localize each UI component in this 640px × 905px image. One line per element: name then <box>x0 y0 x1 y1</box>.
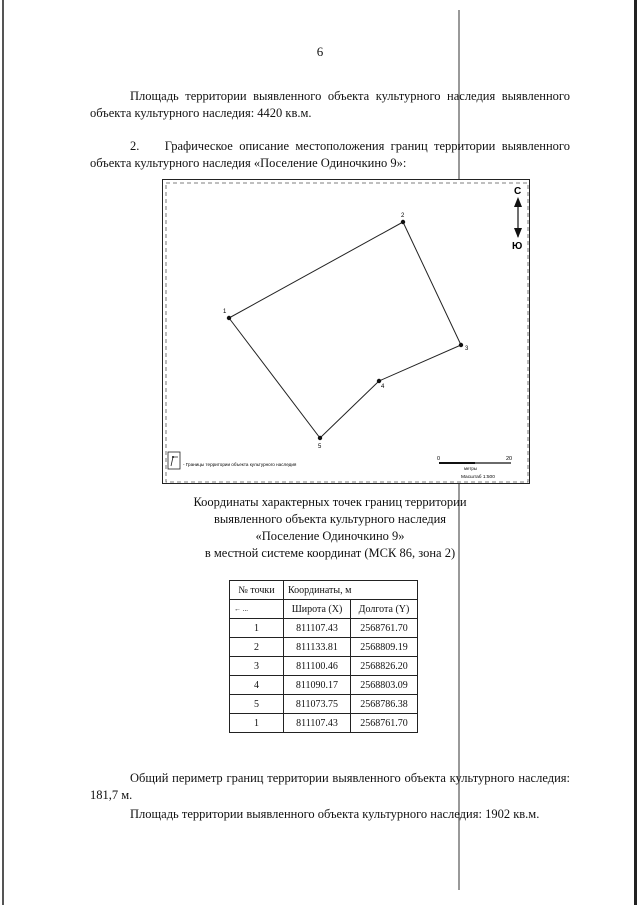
latitude-cell: 811107.43 <box>284 619 351 638</box>
table-row <box>230 676 418 695</box>
boundary-point-3-label: 3 <box>465 346 469 352</box>
caption-line-3: «Поселение Одиночкино 9» <box>255 529 405 543</box>
boundary-map <box>162 179 530 484</box>
latitude-cell: 811073.75 <box>284 695 351 714</box>
table-row <box>230 714 418 733</box>
point-number-cell: 4 <box>230 676 284 695</box>
page-number: 6 <box>316 44 324 59</box>
scale-unit-label: метры <box>464 466 477 471</box>
north-arrow-icon <box>514 197 522 207</box>
table-header-row <box>230 581 418 600</box>
table-row <box>230 695 418 714</box>
map-inner-border <box>166 183 528 482</box>
legend-text: - Границы территории объекта культурного наследия <box>183 462 297 467</box>
scale-zero-label: 0 <box>437 456 441 462</box>
boundary-point-1-label: 1 <box>223 309 227 315</box>
area-paragraph-1-text: Площадь территории выявленного объекта культурного наследия выявленного объекта культурного наследия: 4420 кв.м. <box>90 89 570 120</box>
longitude-cell: 2568809.19 <box>351 638 418 657</box>
territory-boundary-line <box>229 222 461 438</box>
table-row <box>230 638 418 657</box>
point-number-cell: 1 <box>230 714 284 733</box>
latitude-cell: 811090.17 <box>284 676 351 695</box>
caption-line-1: Координаты характерных точек границ территории <box>193 495 467 509</box>
latitude-cell: 811100.46 <box>284 657 351 676</box>
area-paragraph-2-text: Площадь территории выявленного объекта культурного наследия: 1902 кв.м. <box>130 807 540 821</box>
scale-text: Масштаб 1:500 <box>461 475 495 480</box>
boundary-point-2-marker <box>401 220 405 224</box>
header-latitude: Широта (X) <box>284 600 351 619</box>
section-2-number: 2. <box>130 139 140 153</box>
south-label: Ю <box>512 241 523 252</box>
scale-bar-segment <box>439 462 475 464</box>
perimeter-paragraph <box>90 770 570 804</box>
longitude-cell: 2568803.09 <box>351 676 418 695</box>
header-coordinates: Координаты, м <box>284 581 418 600</box>
point-number-cell: 3 <box>230 657 284 676</box>
table-row <box>230 657 418 676</box>
legend-boundary-icon <box>171 457 178 466</box>
north-label: С <box>514 186 522 197</box>
latitude-cell: 811107.43 <box>284 714 351 733</box>
section-2-text: Графическое описание местоположения границ территории выявленного объекта культурного наследия «Поселение Одиночкино 9»: <box>90 139 570 170</box>
latitude-cell: 811133.81 <box>284 638 351 657</box>
longitude-cell: 2568761.70 <box>351 714 418 733</box>
coordinates-table <box>229 580 418 733</box>
boundary-point-5-label: 5 <box>318 444 322 450</box>
perimeter-paragraph-text: Общий периметр границ территории выявленного объекта культурного наследия: 181,7 м. <box>90 771 570 802</box>
scale-max-label: 20 <box>506 456 513 462</box>
table-subheader-row <box>230 600 418 619</box>
point-number-cell: 2 <box>230 638 284 657</box>
boundary-point-4-label: 4 <box>381 384 385 390</box>
boundary-point-3-marker <box>459 343 463 347</box>
section-2-paragraph <box>90 138 570 172</box>
scan-artifact-right-edge <box>634 0 637 905</box>
scan-artifact-left-edge <box>2 0 4 905</box>
area-paragraph-1 <box>90 88 570 122</box>
boundary-point-1-marker <box>227 316 231 320</box>
legend-box <box>168 452 180 469</box>
area-paragraph-2 <box>90 806 570 823</box>
point-number-cell: 1 <box>230 619 284 638</box>
header-point-number: № точки <box>230 581 284 600</box>
caption-line-2: выявленного объекта культурного наследия <box>213 512 447 526</box>
boundary-point-5-marker <box>318 436 322 440</box>
header-longitude: Долгота (Y) <box>351 600 418 619</box>
longitude-cell: 2568786.38 <box>351 695 418 714</box>
longitude-cell: 2568761.70 <box>351 619 418 638</box>
boundary-point-2-label: 2 <box>401 213 405 219</box>
caption-line-4: в местной системе координат (МСК 86, зона 2) <box>204 546 456 560</box>
coordinates-caption <box>90 494 570 562</box>
point-number-cell: 5 <box>230 695 284 714</box>
south-arrow-icon <box>514 228 522 238</box>
header-arrow: ← ... <box>230 600 284 619</box>
table-row <box>230 619 418 638</box>
boundary-point-4-marker <box>377 379 381 383</box>
longitude-cell: 2568826.20 <box>351 657 418 676</box>
boundary-map-drawing <box>163 180 531 485</box>
legend-point-icon <box>172 456 174 458</box>
